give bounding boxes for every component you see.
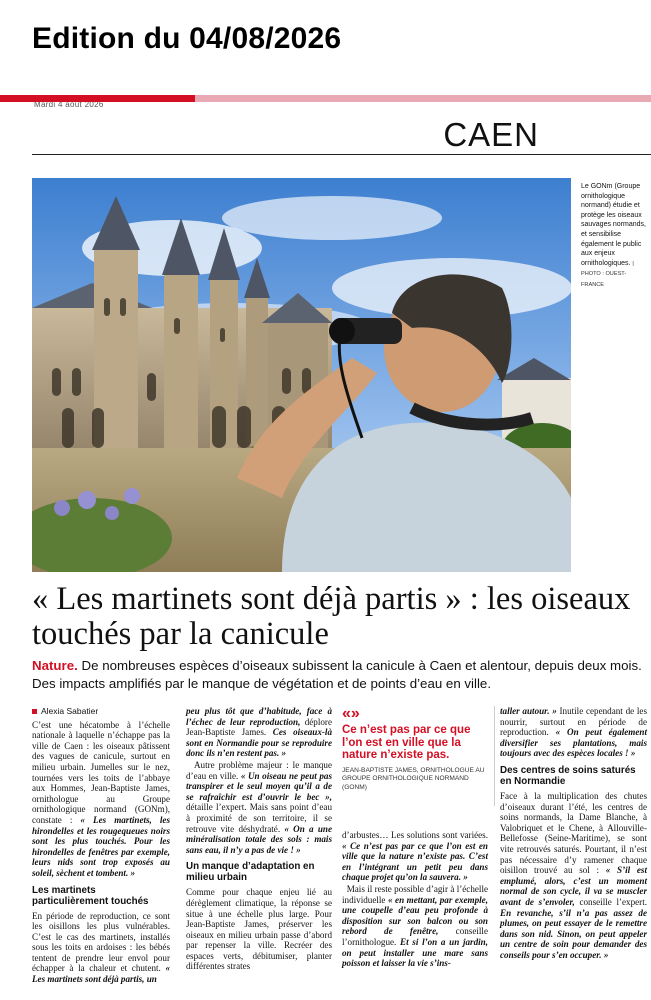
col1-paragraph-2: En période de reproduction, ce sont les oisillons les plus vulnérables. C’est le cas des martinets, installés sous les toits en ardoises : les bébés tentent de prendre leur envol pour échapper à la chaleur et chutent. « Les martinets sont déjà partis, un bbox=[32, 910, 171, 985]
article-column-3 bbox=[342, 830, 488, 970]
col2-paragraph-1: peu plus tôt que d’habitude, face à l’échec de leur reproduction, déplore Jean-Baptiste James. Ces oiseaux-là sont en Normandie pour se reproduire donc ils n’en restent pas. » bbox=[186, 706, 333, 759]
author-byline bbox=[32, 706, 170, 717]
col4-paragraph-2: Face à la multiplication des chutes d’oiseaux durant l’été, les centres de soins normands, la Dame Blanche, à Valobriquet et le Chene, à Allouville-Bellefosse (Seine-Maritime), se sont vite retrouvés saturés. Pourtant, il n’est pas nécessaire d’y ramener chaque oisillon trouvé au sol : « S’il est emplumé, alors, c’est un moment normal de son cycle, il va se muscler avant de s’envoler, conseille l’expert. En revanche, s’il n’a pas assez de plumes, on peut essayer de le remettre dans son nid. Sinon, on peut appeler un centre de soin pour demander des conseils pour s’en occuper. » bbox=[500, 790, 648, 960]
col1-paragraph-1: C’est une hécatombe à l’échelle nationale à laquelle n’échappe pas la ville de Caen : les oiseaux pâtissent des vagues de canicule, surtout en milieu urbain. Jumelles sur le nez, tournées vers les toits de l’abbaye aux Hommes, Jean-Baptiste James, ornithologue au Groupe ornithologique normand (GONm), constate : « Les martinets, les hirondelles et les rougequeues noirs sont les plus touchés. Pour les hirondelles de fenêtres par exemple, leurs nids sont trop exposés au soleil, sèchent et tombent. » bbox=[32, 719, 170, 878]
author-name: Alexia Sabatier bbox=[41, 706, 99, 716]
section-color-bar bbox=[0, 95, 651, 102]
article-photo bbox=[32, 178, 571, 572]
caption-credit: | PHOTO : OUEST-FRANCE bbox=[581, 260, 634, 288]
article-column-2 bbox=[186, 706, 332, 973]
article-column-4 bbox=[500, 706, 647, 961]
col2-paragraph-2: Autre problème majeur : le manque d’eau en ville. « Un oiseau ne peut pas transpirer et le seul moyen qu’il a de se rafraîchir est d’ouvrir le bec », détaille l’expert. Mais sans point d’eau à proximité de son territoire, il se retrouve vite déshydraté. « On a une minéralisation totale des sols : mais sans eau, il n’y a pas de vie ! » bbox=[186, 759, 332, 855]
article-column-1 bbox=[32, 706, 170, 986]
caption-text: Le GONm (Groupe ornithologique normand) étudie et protège les oiseaux sauvages normands, et sensibilise également le public aux enjeux ornithologiques. bbox=[581, 183, 646, 267]
pull-quote bbox=[342, 706, 492, 792]
article-headline: « Les martinets sont déjà partis » : les oiseaux touchés par la canicule bbox=[32, 581, 631, 652]
section-rule bbox=[32, 154, 651, 155]
photo-caption bbox=[581, 182, 647, 291]
col2-paragraph-3: Comme pour chaque enjeu lié au dérèglement climatique, la réponse se situe à une échelle plus large. Pour Jean-Baptiste James, préserver les oiseaux en milieu urbain passe d’abord par repenser la ville. Recréer des espaces verts, débitumiser, planter différentes strates bbox=[186, 887, 332, 972]
col1-subheading: Les martinets particulièrement touchés bbox=[32, 884, 149, 907]
col3-paragraph-2: Mais il reste possible d’agir à l’échelle individuelle « en mettant, par exemple, une coupelle d’eau peu profonde à disposition sur son balcon ou son rebord de fenêtre, conseille l’ornithologue. Et si l’on a un jardin, on peut installer une mare sans poisson et laisser la vie s’ins- bbox=[342, 883, 489, 969]
article-lead bbox=[32, 657, 647, 693]
col4-paragraph-1: taller autour. » Inutile cependant de les nourrir, surtout en période de reproduction. « On peut également diversifier ses plantations, mais toujours avec des espèces locales ! » bbox=[500, 706, 647, 759]
col4-subheading: Des centres de soins saturés en Normandie bbox=[500, 764, 636, 787]
quote-marks-icon: «» bbox=[342, 705, 360, 722]
pull-quote-text: Ce n’est pas par ce que l’on est en ville que la nature n’existe pas. bbox=[342, 724, 471, 761]
section-color-bar-fill bbox=[0, 95, 195, 102]
edition-title: Edition du 04/08/2026 bbox=[32, 22, 342, 55]
pull-quote-source: JEAN-BAPTISTE JAMES, ORNITHOLOGUE AU GROUPE ORNITHOLOGIQUE NORMAND (GONM) bbox=[342, 766, 485, 791]
author-marker-icon bbox=[32, 709, 37, 714]
lead-text: De nombreuses espèces d’oiseaux subissent la canicule à Caen et alentour, depuis deux mois. Des impacts amplifiés par le manque de végétation et de points d’eau en ville. bbox=[32, 658, 642, 691]
col3-paragraph-1: d’arbustes… Les solutions sont variées. « Ce n’est pas par ce que l’on est en ville que la nature n’existe pas. C’est en l’intégrant un petit peu dans chaque projet qu’on la sauvera. » bbox=[342, 830, 488, 883]
section-title: CAEN bbox=[443, 116, 539, 153]
column-divider bbox=[494, 706, 495, 806]
lead-kicker: Nature. bbox=[32, 658, 78, 673]
dateline: Mardi 4 août 2026 bbox=[34, 102, 104, 108]
col2-subheading: Un manque d’adaptation en milieu urbain bbox=[186, 861, 315, 884]
